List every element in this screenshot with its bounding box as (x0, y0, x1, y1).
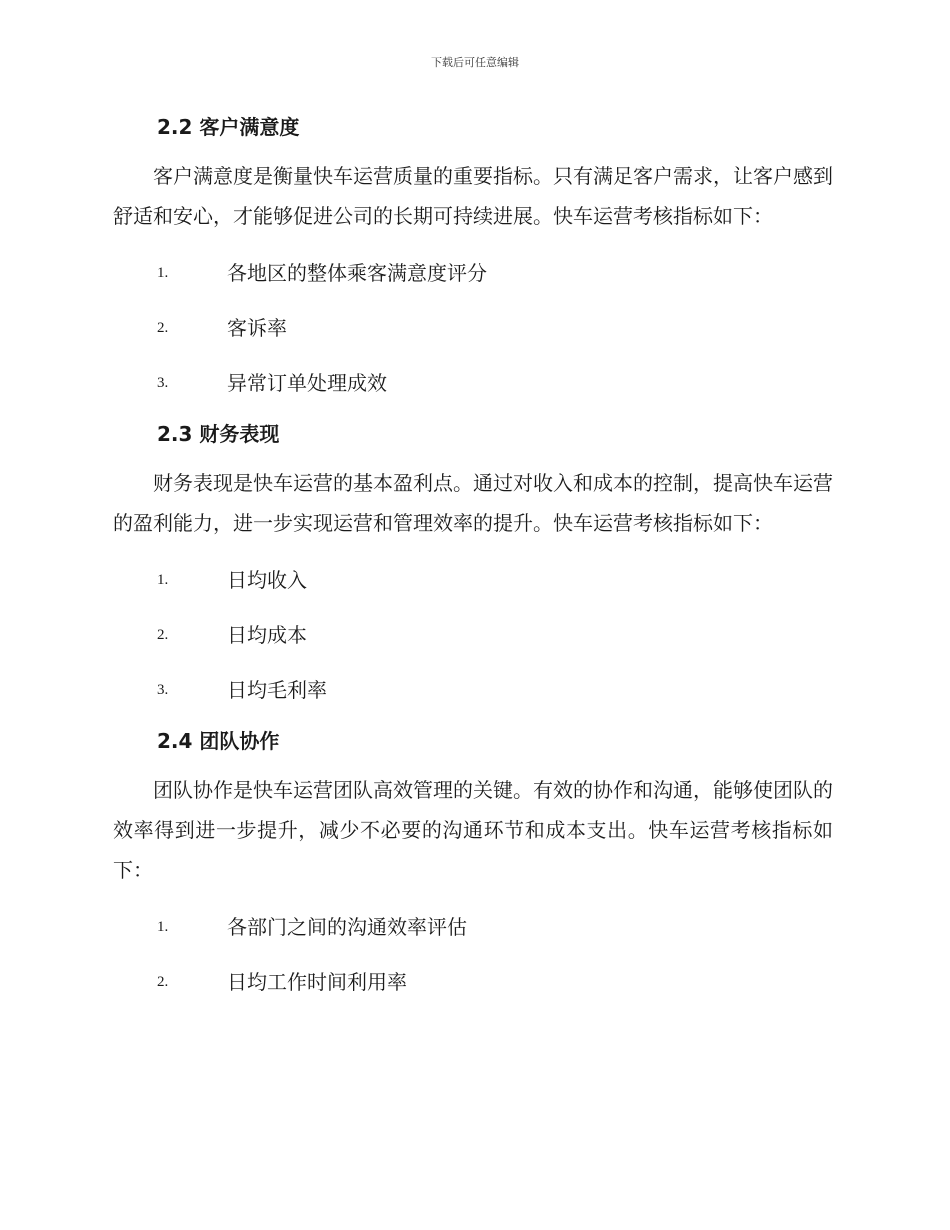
list-item (113, 246, 833, 301)
list-number: 2. (157, 974, 169, 990)
section-paragraph: 客户满意度是衡量快车运营质量的重要指标。只有满足客户需求，让客户感到舒适和安心，才能够促进公司的长期可持续进展。快车运营考核指标如下： (113, 164, 833, 228)
list-item (113, 301, 833, 356)
indicator-list (113, 900, 833, 1010)
list-number: 1. (157, 572, 169, 588)
list-number: 2. (157, 320, 169, 336)
list-text: 日均毛利率 (227, 678, 327, 702)
section-paragraph: 团队协作是快车运营团队高效管理的关键。有效的协作和沟通，能够使团队的效率得到进一步提升，减少不必要的沟通环节和成本支出。快车运营考核指标如下： (113, 778, 833, 882)
section-heading: 2.4 团队协作 (157, 729, 280, 753)
section-customer-satisfaction (113, 104, 833, 411)
page-header-note: 下载后可任意编辑 (431, 56, 519, 69)
list-number: 1. (157, 265, 169, 281)
list-number: 3. (157, 682, 169, 698)
section-financial-performance (113, 411, 833, 718)
list-text: 异常订单处理成效 (227, 371, 387, 395)
indicator-list (113, 553, 833, 718)
list-number: 2. (157, 627, 169, 643)
list-text: 日均成本 (227, 623, 307, 647)
list-text: 各地区的整体乘客满意度评分 (227, 261, 487, 285)
list-item (113, 356, 833, 411)
list-text: 日均收入 (227, 568, 307, 592)
list-item (113, 608, 833, 663)
list-item (113, 663, 833, 718)
section-heading: 2.3 财务表现 (157, 422, 280, 446)
section-heading: 2.2 客户满意度 (157, 115, 300, 139)
section-team-collaboration (113, 718, 833, 1010)
list-number: 1. (157, 919, 169, 935)
list-number: 3. (157, 375, 169, 391)
document-body (113, 104, 833, 1010)
section-paragraph: 财务表现是快车运营的基本盈利点。通过对收入和成本的控制，提高快车运营的盈利能力，进一步实现运营和管理效率的提升。快车运营考核指标如下： (113, 471, 833, 535)
list-item (113, 900, 833, 955)
list-text: 客诉率 (227, 316, 287, 340)
list-text: 各部门之间的沟通效率评估 (227, 915, 467, 939)
list-item (113, 553, 833, 608)
indicator-list (113, 246, 833, 411)
list-text: 日均工作时间利用率 (227, 970, 407, 994)
list-item (113, 955, 833, 1010)
